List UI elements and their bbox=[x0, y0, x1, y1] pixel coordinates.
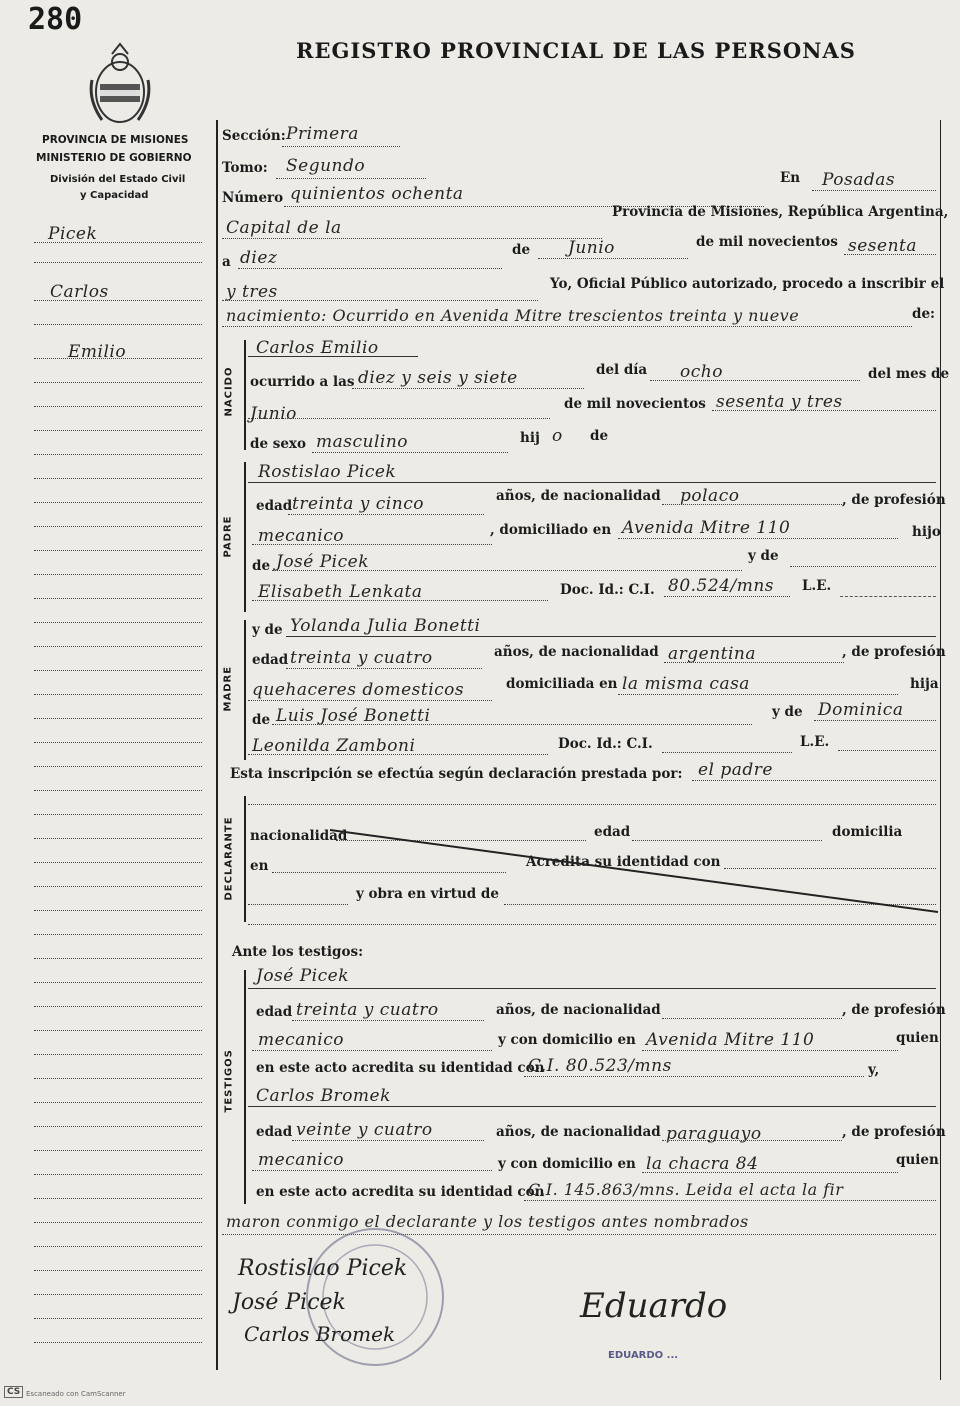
hijo-label: hijo bbox=[912, 524, 941, 540]
padre-anos-label: años, de nacionalidad bbox=[496, 488, 661, 504]
coat-of-arms-icon bbox=[82, 40, 158, 128]
t2-dom-value: la chacra 84 bbox=[646, 1154, 759, 1174]
anio-value: sesenta bbox=[848, 236, 917, 256]
t2-quien-label: quien bbox=[896, 1152, 939, 1168]
side-label-padre: PADRE bbox=[222, 515, 234, 558]
madre-y-de-label: y de bbox=[252, 622, 283, 638]
t2-anos-label: años, de nacionalidad bbox=[496, 1124, 661, 1140]
del-dia-label: del día bbox=[596, 362, 648, 378]
nacionalidad-label: nacionalidad bbox=[250, 828, 348, 844]
padre-edad-value: treinta y cinco bbox=[292, 494, 424, 514]
provincia-label: Provincia de Misiones, República Argentina, bbox=[612, 204, 949, 220]
padre-y-de-label: y de bbox=[748, 548, 779, 564]
esta-inscripcion-label: Esta inscripción se efectúa según declaración prestada por: bbox=[230, 766, 683, 782]
dia-nac-value: ocho bbox=[680, 362, 723, 382]
anio-nac-value: sesenta y tres bbox=[716, 392, 843, 412]
side-label-madre: MADRE bbox=[222, 665, 234, 712]
document-title: REGISTRO PROVINCIAL DE LAS PERSONAS bbox=[296, 38, 856, 63]
madre-de-label: de bbox=[252, 712, 271, 728]
camscanner-badge: CS bbox=[4, 1386, 23, 1398]
domiciliado-label: , domiciliado en bbox=[490, 522, 612, 538]
dia-value: diez bbox=[240, 248, 278, 268]
edad-label-decl: edad bbox=[594, 824, 631, 840]
official-stamp-text: EDUARDO ... bbox=[608, 1350, 679, 1361]
t2-nac-value: paraguayo bbox=[666, 1124, 762, 1144]
padre-nombre-value: Rostislao Picek bbox=[258, 462, 397, 482]
madre-anos-label: años, de nacionalidad bbox=[494, 644, 659, 660]
de-sexo-label: de sexo bbox=[250, 436, 306, 452]
de-mil-novecientos-label: de mil novecientos bbox=[696, 234, 838, 250]
signature-witness-2: Carlos Bromek bbox=[244, 1322, 396, 1346]
numero-value: quinientos ochenta bbox=[290, 184, 464, 204]
declarante-value: el padre bbox=[698, 760, 773, 780]
madre-edad-label: edad bbox=[252, 652, 289, 668]
madre-nombre-value: Yolanda Julia Bonetti bbox=[290, 616, 481, 636]
padre-le-label: L.E. bbox=[802, 578, 832, 594]
abuelo-mat-value: Luis José Bonetti bbox=[276, 706, 431, 726]
de-label-2: de bbox=[590, 428, 609, 444]
t2-prof-value: mecanico bbox=[258, 1150, 344, 1170]
padre-doc-label: Doc. Id.: C.I. bbox=[560, 582, 655, 598]
tomo-label: Tomo: bbox=[222, 160, 268, 176]
t1-doc-value: C.I. 80.523/mns bbox=[528, 1056, 672, 1076]
a-label: a bbox=[222, 254, 231, 270]
del-mes-label: del mes de bbox=[868, 366, 950, 382]
t1-edad-label: edad bbox=[256, 1004, 293, 1020]
margin-note-surname: Picek bbox=[48, 224, 98, 244]
y-obra-label: y obra en virtud de bbox=[356, 886, 499, 902]
nacimiento-value: nacimiento: Ocurrido en Avenida Mitre trescientos treinta y nueve bbox=[226, 306, 800, 325]
yo-oficial-label: Yo, Oficial Público autorizado, procedo a inscribir el bbox=[550, 276, 945, 292]
mes-nac-value: Junio bbox=[250, 404, 297, 424]
t1-y-label: y, bbox=[868, 1062, 880, 1078]
sexo-value: masculino bbox=[316, 432, 409, 452]
testigo2-value: Carlos Bromek bbox=[256, 1086, 391, 1106]
cierre-value: maron conmigo el declarante y los testigos antes nombrados bbox=[226, 1212, 749, 1231]
side-label-nacido: NACIDO bbox=[223, 366, 235, 417]
de-colon-label: de: bbox=[912, 306, 936, 322]
acredita-label: Acredita su identidad con bbox=[526, 854, 721, 870]
hija-label: hija bbox=[910, 676, 939, 692]
t2-domicilio-label: y con domicilio en bbox=[498, 1156, 636, 1172]
mes-value: Junio bbox=[568, 238, 615, 258]
en-label-decl: en bbox=[250, 858, 269, 874]
footer-scan-text: Escaneado con CamScanner bbox=[26, 1390, 126, 1398]
madre-profesion-label: , de profesión bbox=[842, 644, 946, 660]
t1-profesion-label: , de profesión bbox=[842, 1002, 946, 1018]
page-number: 280 bbox=[28, 2, 83, 37]
t2-profesion-label: , de profesión bbox=[842, 1124, 946, 1140]
agency-line-4: y Capacidad bbox=[80, 190, 149, 201]
hij-suffix: o bbox=[552, 426, 563, 446]
side-label-testigos: TESTIGOS bbox=[223, 1049, 235, 1113]
padre-dom-value: Avenida Mitre 110 bbox=[622, 518, 791, 538]
padre-prof-value: mecanico bbox=[258, 526, 344, 546]
t2-doc-value: C.I. 145.863/mns. Leida el acta la fir bbox=[528, 1180, 844, 1199]
t2-en-este-acto-label: en este acto acredita su identidad con bbox=[256, 1184, 545, 1200]
tomo-value: Segundo bbox=[286, 156, 366, 176]
signature-father: Rostislao Picek bbox=[238, 1256, 408, 1281]
margin-note-name1: Carlos bbox=[50, 282, 109, 302]
madre-dom-value: la misma casa bbox=[622, 674, 750, 694]
seccion-value: Primera bbox=[286, 124, 359, 144]
numero-label: Número bbox=[222, 190, 284, 206]
nombre-value: Carlos Emilio bbox=[256, 338, 379, 358]
ocurrido-label: ocurrido a las bbox=[250, 374, 355, 390]
strike-line-icon bbox=[330, 826, 940, 916]
agency-line-3: División del Estado Civil bbox=[50, 174, 186, 185]
madre-y-de-label-2: y de bbox=[772, 704, 803, 720]
en-label: En bbox=[780, 170, 801, 186]
de-label: de bbox=[512, 242, 531, 258]
signature-witness-1: José Picek bbox=[232, 1290, 346, 1315]
padre-edad-label: edad bbox=[256, 498, 293, 514]
padre-profesion-label: , de profesión bbox=[842, 492, 946, 508]
hij-label: hij bbox=[520, 430, 540, 446]
margin-note-name2: Emilio bbox=[68, 342, 127, 362]
t2-edad-label: edad bbox=[256, 1124, 293, 1140]
t1-domicilio-label: y con domicilio en bbox=[498, 1032, 636, 1048]
testigo1-value: José Picek bbox=[256, 966, 349, 986]
side-label-declarante: DECLARANTE bbox=[223, 816, 235, 901]
t1-prof-value: mecanico bbox=[258, 1030, 344, 1050]
seccion-label: Sección: bbox=[222, 128, 286, 144]
abuelo-pat-value: José Picek bbox=[276, 552, 369, 572]
padre-doc-value: 80.524/mns bbox=[668, 576, 775, 596]
agency-line-2: MINISTERIO DE GOBIERNO bbox=[36, 152, 192, 164]
t1-en-este-acto-label: en este acto acredita su identidad con bbox=[256, 1060, 545, 1076]
anio2-value: y tres bbox=[226, 282, 278, 302]
en-value: Posadas bbox=[822, 170, 896, 190]
t1-quien-label: quien bbox=[896, 1030, 939, 1046]
madre-le-label: L.E. bbox=[800, 734, 830, 750]
abuela-pat-value: Elisabeth Lenkata bbox=[258, 582, 423, 602]
hora-value: diez y seis y siete bbox=[358, 368, 518, 388]
ante-testigos-label: Ante los testigos: bbox=[232, 944, 364, 960]
domiciliada-label: domiciliada en bbox=[506, 676, 618, 692]
capital-value: Capital de la bbox=[226, 218, 342, 238]
abuela-mat2-value: Leonilda Zamboni bbox=[252, 736, 416, 756]
madre-prof-value: quehaceres domesticos bbox=[252, 680, 465, 700]
t1-dom-value: Avenida Mitre 110 bbox=[646, 1030, 815, 1050]
madre-doc-label: Doc. Id.: C.I. bbox=[558, 736, 653, 752]
t1-anos-label: años, de nacionalidad bbox=[496, 1002, 661, 1018]
padre-de-label: de bbox=[252, 558, 271, 574]
padre-nac-value: polaco bbox=[680, 486, 740, 506]
t1-edad-value: treinta y cuatro bbox=[296, 1000, 439, 1020]
signature-official: Eduardo bbox=[580, 1286, 728, 1326]
de-mil-label-2: de mil novecientos bbox=[564, 396, 706, 412]
abuela-mat1-value: Dominica bbox=[818, 700, 904, 720]
madre-edad-value: treinta y cuatro bbox=[290, 648, 433, 668]
t2-edad-value: veinte y cuatro bbox=[296, 1120, 433, 1140]
agency-line-1: PROVINCIA DE MISIONES bbox=[42, 134, 189, 146]
madre-nac-value: argentina bbox=[668, 644, 757, 664]
domicilia-label: domicilia bbox=[832, 824, 903, 840]
